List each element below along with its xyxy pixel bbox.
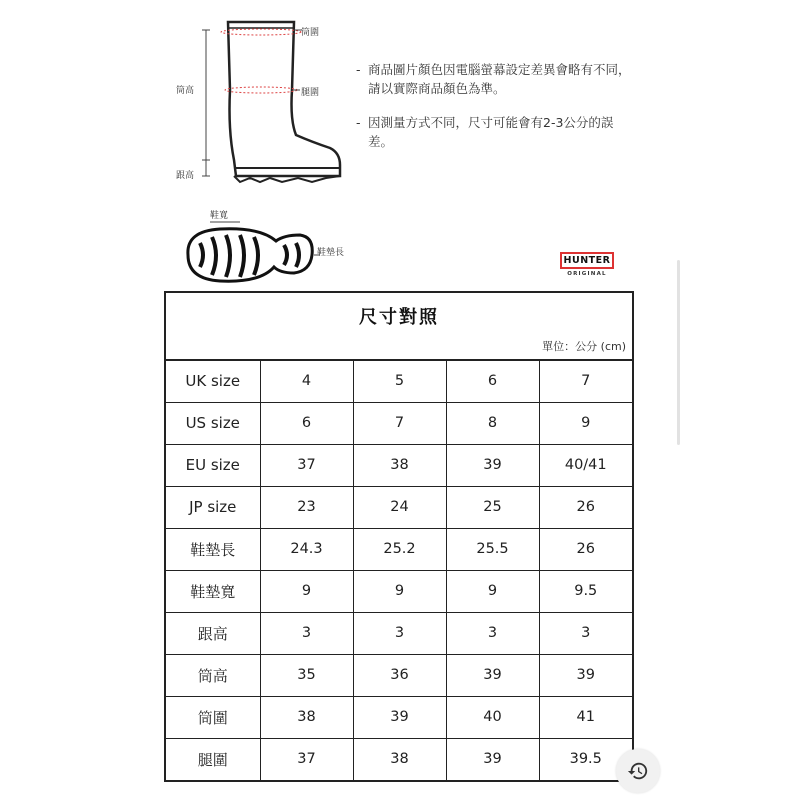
table-row: [166, 612, 632, 654]
brand-logo: [557, 248, 617, 286]
size-grid: [166, 359, 632, 780]
table-cell: 26: [539, 486, 632, 528]
table-cell: 3: [353, 612, 446, 654]
heel-height-label: 跟高: [176, 171, 195, 181]
table-cell: 24: [353, 486, 446, 528]
row-label: UK size: [166, 360, 260, 402]
calf-label: 腿圍: [301, 88, 320, 98]
table-cell: 3: [260, 612, 353, 654]
table-cell: 39: [539, 654, 632, 696]
row-label: 跟高: [166, 612, 260, 654]
table-title: 尺寸對照: [359, 307, 439, 328]
table-cell: 36: [353, 654, 446, 696]
note-measurement: - 因測量方式不同，尺寸可能會有2-3公分的誤差。: [356, 113, 636, 151]
table-row: [166, 360, 632, 402]
scrollbar[interactable]: [677, 260, 680, 445]
insole-length-label: 鞋墊長: [317, 248, 345, 258]
table-cell: 37: [260, 444, 353, 486]
row-label: 筒高: [166, 654, 260, 696]
table-cell: 39: [446, 444, 539, 486]
table-cell: 25.5: [446, 528, 539, 570]
shaft-height-label: 筒高: [176, 86, 195, 96]
size-chart-table: [164, 291, 634, 782]
table-cell: 40/41: [539, 444, 632, 486]
insole-width-label: 鞋寬: [210, 211, 229, 221]
table-row: [166, 402, 632, 444]
note-color: - 商品圖片顏色因電腦螢幕設定差異會略有不同，請以實際商品顏色為準。: [356, 60, 636, 98]
table-cell: 9: [353, 570, 446, 612]
row-label: 鞋墊長: [166, 528, 260, 570]
history-icon: [627, 760, 649, 782]
table-row: [166, 696, 632, 738]
table-cell: 39.5: [539, 738, 632, 780]
table-cell: 5: [353, 360, 446, 402]
notes: [356, 60, 636, 166]
sole-diagram: [180, 205, 360, 290]
table-row: [166, 570, 632, 612]
history-button[interactable]: [616, 749, 660, 793]
table-cell: 37: [260, 738, 353, 780]
table-cell: 38: [353, 444, 446, 486]
table-row: [166, 486, 632, 528]
table-cell: 23: [260, 486, 353, 528]
table-cell: 40: [446, 696, 539, 738]
table-cell: 39: [353, 696, 446, 738]
table-cell: 24.3: [260, 528, 353, 570]
table-row: [166, 738, 632, 780]
table-cell: 3: [539, 612, 632, 654]
table-cell: 38: [353, 738, 446, 780]
table-row: [166, 528, 632, 570]
table-cell: 41: [539, 696, 632, 738]
table-cell: 6: [260, 402, 353, 444]
table-cell: 35: [260, 654, 353, 696]
table-cell: 39: [446, 654, 539, 696]
table-cell: 6: [446, 360, 539, 402]
table-cell: 7: [539, 360, 632, 402]
note-text: 商品圖片顏色因電腦螢幕設定差異會略有不同，請以實際商品顏色為準。: [368, 62, 631, 96]
table-cell: 3: [446, 612, 539, 654]
row-label: 鞋墊寬: [166, 570, 260, 612]
note-text: 因測量方式不同，尺寸可能會有2-3公分的誤差。: [368, 115, 614, 149]
table-cell: 25: [446, 486, 539, 528]
boot-diagram: [162, 10, 362, 200]
brand-sub: ORIGINAL: [567, 271, 607, 277]
brand-name: HUNTER: [560, 252, 615, 269]
row-label: 腿圍: [166, 738, 260, 780]
table-row: [166, 654, 632, 696]
table-cell: 4: [260, 360, 353, 402]
table-cell: 25.2: [353, 528, 446, 570]
table-cell: 8: [446, 402, 539, 444]
table-row: [166, 444, 632, 486]
table-cell: 39: [446, 738, 539, 780]
table-cell: 9.5: [539, 570, 632, 612]
row-label: EU size: [166, 444, 260, 486]
circumference-label: 筒圍: [301, 28, 320, 38]
table-cell: 38: [260, 696, 353, 738]
table-cell: 26: [539, 528, 632, 570]
table-cell: 9: [539, 402, 632, 444]
table-cell: 9: [446, 570, 539, 612]
table-cell: 9: [260, 570, 353, 612]
table-cell: 7: [353, 402, 446, 444]
table-unit: 單位：公分 (cm): [542, 340, 626, 353]
row-label: JP size: [166, 486, 260, 528]
row-label: 筒圍: [166, 696, 260, 738]
row-label: US size: [166, 402, 260, 444]
